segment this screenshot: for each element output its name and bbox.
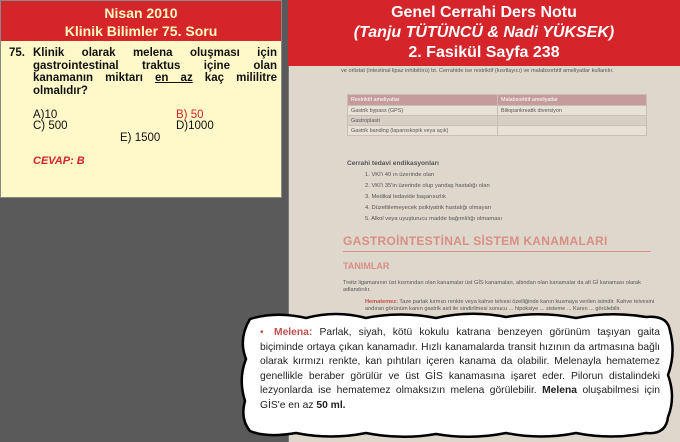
table-cell: Biliopankreatik diversiyon xyxy=(498,106,647,116)
answer-label: CEVAP: B xyxy=(33,155,85,167)
table-row xyxy=(348,106,647,116)
callout-bold-2: 50 ml. xyxy=(316,399,346,411)
section-divider xyxy=(343,251,651,252)
table-row xyxy=(348,116,647,126)
source-header xyxy=(288,0,680,66)
page-intro-text: ve orlistat (intestinal lipaz inhibitörü) bt. Cerrahide ise restriktif (kısıtlayıcı) ve malabsorbtif ameliyatlar kullanılır. xyxy=(341,68,614,74)
subsection-title: TANIMLAR xyxy=(343,261,390,271)
list-item: 3. Medikal tedavide başarısızlık xyxy=(365,194,446,200)
list-item: 5. Alkol veya uyuşturucu madde bağımlılığı olmaması xyxy=(365,216,502,222)
source-title: Genel Cerrahi Ders Notu xyxy=(391,4,577,21)
list-item: 2. VKİ'i 35'in üzerinde olup yandaş hastalığı olan xyxy=(365,183,490,189)
question-header xyxy=(1,1,281,41)
callout-body-1: Parlak, siyah, kötü kokulu katrana benzeyen görünüm taşıyan gaita biçiminde ortaya çıkan kanamadır. Hızlı kanamalarda transit hızının da artmasına bağlı olarak kırmızı renkte, kan pıhtıları içeren kanama da olabilir. Melenayla hematemez genellikle beraber görülür ve üst GİS kanamasına işaret eder. Pilorun distalindeki lezyonlarda ise hematemez olmaksızın melena görülebilir. xyxy=(260,327,660,397)
option-e: E) 1500 xyxy=(120,132,161,144)
question-text-after: kaç mililitre olmalıdır? xyxy=(33,72,278,97)
question-text-underlined: en az xyxy=(155,72,193,84)
table-row xyxy=(348,126,647,136)
question-number: 75. xyxy=(9,47,25,59)
source-authors: (Tanju TÜTÜNCÜ & Nadi YÜKSEK) xyxy=(353,24,615,41)
option-a: A)10 xyxy=(33,109,58,121)
option-c: C) 500 xyxy=(33,120,68,132)
option-d: D)1000 xyxy=(176,120,214,132)
table-header: Restriktif ameliyatlar xyxy=(348,95,498,106)
callout-bold-1: Melena xyxy=(542,385,578,397)
source-page: 2. Fasikül Sayfa 238 xyxy=(408,44,560,61)
list-item: 4. Düzeltilemeyecek psikiyatrik hastalığı olmayan xyxy=(365,205,491,211)
exam-section: Klinik Bilimler 75. Soru xyxy=(64,23,218,39)
melena-term: Melena: xyxy=(274,327,313,338)
section-title: GASTROİNTESTİNAL SİSTEM KANAMALARI xyxy=(343,234,608,248)
hematemesis-lead: Hematemez: xyxy=(365,299,398,305)
callout-text xyxy=(260,326,660,414)
question-panel xyxy=(0,0,282,198)
table-cell xyxy=(498,116,647,126)
table-header-row xyxy=(348,95,647,106)
table-cell: Gastrik banding (laparoskopik veya açık) xyxy=(348,126,498,136)
table-cell: Gastrik bypass (GPS) xyxy=(348,106,498,116)
question-text xyxy=(9,47,277,97)
list-item: 1. VKİ'i 40 ın üzerinde olan xyxy=(365,172,435,178)
option-b: B) 50 xyxy=(176,109,204,121)
indications-list xyxy=(365,172,625,227)
exam-date: Nisan 2010 xyxy=(104,5,178,21)
callout-body-2: oluşabilmesi için GİS'e en az xyxy=(260,385,660,411)
surgery-table xyxy=(347,94,647,136)
table-cell: Gastroplasti xyxy=(348,116,498,126)
melena-callout xyxy=(236,309,676,442)
hematemesis-body: Taze parlak kırmızı renkte veya kahve telvesi özelliğinde kanın kusmaya verilen isimdir. Kahve telvesini andıran görünüm kanın gastrik asit ile sindirilmesi sonucu ... hipoksiye ... sisteme ... Kanın ... görülebilir. xyxy=(365,299,655,312)
question-text-before: Klinik olarak melena oluşması için gastrointestinal traktus içine olan kanamanın miktarı xyxy=(33,47,277,84)
bullet: • xyxy=(260,327,264,338)
table-cell xyxy=(498,126,647,136)
indications-title: Cerrahi tedavi endikasyonları xyxy=(347,160,439,167)
table-header: Malabsorbtif ameliyatlar xyxy=(498,95,647,106)
definition-text: Treitz ligamanının üst kısmından olan kanamalar üst GİS kanamaları, altından olan kanamalar da alt Gİ kanaması olarak adlandırılır. xyxy=(343,280,641,293)
